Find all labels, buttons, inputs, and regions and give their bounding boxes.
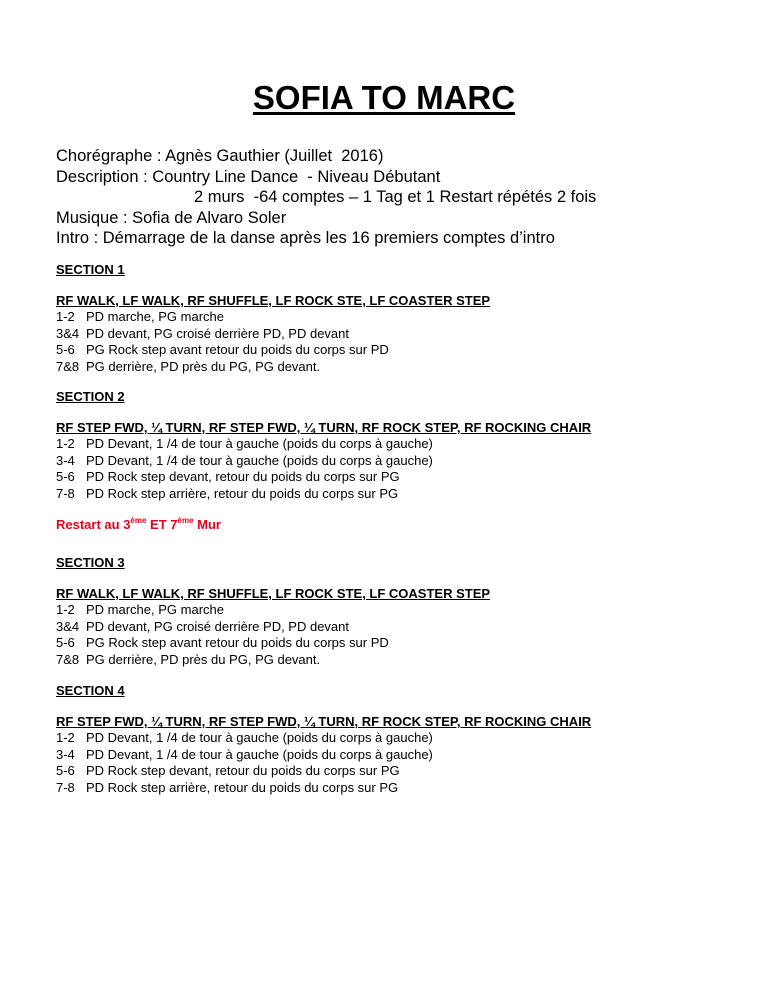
- step-line: [56, 359, 756, 376]
- step-text: PD marche, PG marche: [86, 309, 224, 324]
- section-1: [56, 262, 756, 375]
- step-text: PG derrière, PD près du PG, PG devant.: [86, 651, 321, 667]
- step-text: PD Rock step arrière, retour du poids du corps sur PG: [86, 485, 399, 501]
- step-count: 5-6: [56, 342, 75, 357]
- step-line: [56, 602, 756, 619]
- step-text: PD marche, PG marche: [86, 602, 224, 617]
- section-4: [56, 683, 756, 796]
- step-line: [56, 763, 756, 780]
- step-line: [56, 342, 756, 359]
- step-line: [56, 652, 756, 669]
- step-count: 3&4: [56, 618, 80, 634]
- steps-title: RF WALK, LF WALK, RF SHUFFLE, LF ROCK STE, LF COASTER STEP: [56, 586, 491, 601]
- section-heading: SECTION 4: [56, 683, 125, 698]
- step-text: PG Rock step avant retour du poids du corps sur PD: [86, 635, 389, 650]
- restart-suffix: Mur: [193, 517, 221, 532]
- step-count: 7-8: [56, 779, 75, 795]
- step-text: PD Devant, 1 /4 de tour à gauche (poids du corps à gauche): [86, 436, 433, 451]
- document-title: SOFIA TO MARC: [252, 79, 516, 116]
- step-count: 1-2: [56, 309, 75, 324]
- section-3: [56, 555, 756, 668]
- step-count: 1-2: [56, 730, 75, 745]
- section-2: [56, 389, 756, 502]
- step-count: 5-6: [56, 635, 75, 650]
- step-count: 7&8: [56, 358, 80, 374]
- step-count: 1-2: [56, 602, 75, 617]
- steps-title: RF STEP FWD, ¼ TURN, RF STEP FWD, ¼ TURN, RF ROCK STEP, RF ROCKING CHAIR: [56, 420, 592, 435]
- restart-superscript: ème: [177, 516, 194, 525]
- step-text: PD Rock step devant, retour du poids du corps sur PG: [86, 763, 400, 778]
- step-count: 3-4: [56, 746, 75, 762]
- step-text: PD Rock step arrière, retour du poids du corps sur PG: [86, 779, 399, 795]
- step-count: 7&8: [56, 651, 80, 667]
- section-heading: SECTION 2: [56, 389, 125, 404]
- step-line: [56, 326, 756, 343]
- step-text: PD Devant, 1 /4 de tour à gauche (poids du corps à gauche): [86, 730, 433, 745]
- step-line: [56, 619, 756, 636]
- step-line: [56, 309, 756, 326]
- choreographer-line: Chorégraphe : Agnès Gauthier (Juillet 2016): [56, 147, 384, 165]
- step-text: PG Rock step avant retour du poids du corps sur PD: [86, 342, 389, 357]
- walls-line: 2 murs -64 comptes – 1 Tag et 1 Restart répétés 2 fois: [194, 188, 597, 206]
- step-text: PD Devant, 1 /4 de tour à gauche (poids du corps à gauche): [86, 746, 433, 762]
- step-line: [56, 747, 756, 764]
- section-heading: SECTION 3: [56, 555, 125, 570]
- step-text: PG derrière, PD près du PG, PG devant.: [86, 358, 321, 374]
- step-count: 5-6: [56, 763, 75, 778]
- description-line: Description : Country Line Dance - Niveau Débutant: [56, 167, 441, 186]
- step-line: [56, 730, 756, 747]
- step-count: 3-4: [56, 452, 75, 468]
- step-line: [56, 469, 756, 486]
- steps-title: RF WALK, LF WALK, RF SHUFFLE, LF ROCK STE, LF COASTER STEP: [56, 293, 491, 308]
- intro-line: Intro : Démarrage de la danse après les 16 premiers comptes d’intro: [56, 229, 555, 247]
- step-text: PD Rock step devant, retour du poids du corps sur PG: [86, 469, 400, 484]
- step-text: PD devant, PG croisé derrière PD, PD devant: [86, 618, 350, 634]
- step-line: [56, 453, 756, 470]
- steps-title: RF STEP FWD, ¼ TURN, RF STEP FWD, ¼ TURN, RF ROCK STEP, RF ROCKING CHAIR: [56, 714, 592, 729]
- step-line: [56, 486, 756, 503]
- step-line: [56, 635, 756, 652]
- restart-middle: ET 7: [146, 517, 178, 532]
- step-count: 3&4: [56, 325, 80, 341]
- step-line: [56, 780, 756, 797]
- step-text: PD Devant, 1 /4 de tour à gauche (poids du corps à gauche): [86, 452, 433, 468]
- restart-superscript: ème: [130, 516, 147, 525]
- music-line: Musique : Sofia de Alvaro Soler: [56, 208, 287, 227]
- step-text: PD devant, PG croisé derrière PD, PD devant: [86, 325, 350, 341]
- step-count: 5-6: [56, 469, 75, 484]
- restart-note: [56, 516, 221, 534]
- section-heading: SECTION 1: [56, 262, 125, 277]
- step-line: [56, 436, 756, 453]
- restart-prefix: Restart au 3: [56, 517, 131, 532]
- dance-header: [56, 146, 736, 249]
- step-count: 1-2: [56, 436, 75, 451]
- step-count: 7-8: [56, 485, 75, 501]
